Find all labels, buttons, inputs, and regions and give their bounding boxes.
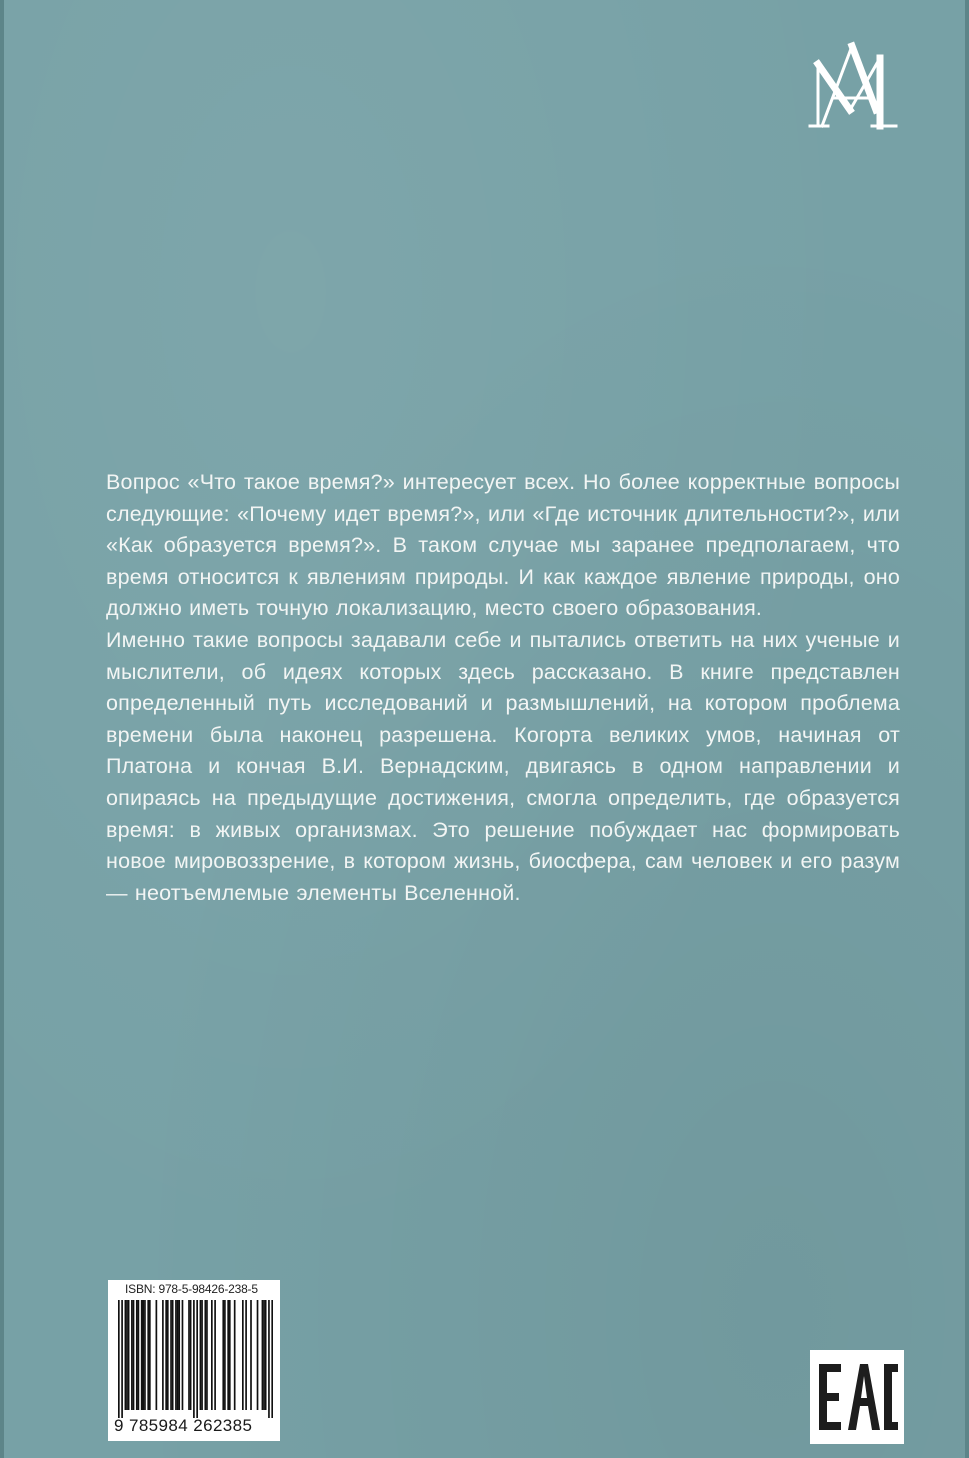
barcode-bar <box>125 1300 127 1410</box>
barcode-bar <box>178 1300 180 1410</box>
barcode-bar <box>142 1300 144 1410</box>
barcode-bar <box>271 1300 273 1418</box>
isbn-number: ISBN: 978-5-98426-238-5 <box>125 1282 258 1296</box>
barcode-bar <box>250 1300 252 1410</box>
barcode-bar <box>190 1300 192 1410</box>
barcode-bar <box>229 1300 231 1410</box>
barcode-bar <box>128 1300 130 1410</box>
cover-left-edge <box>0 0 4 1458</box>
barcode-bar <box>138 1300 140 1410</box>
barcode-bar <box>200 1300 202 1410</box>
barcode-bar <box>204 1300 206 1410</box>
barcode-bar <box>257 1300 259 1410</box>
annotation-paragraph: Вопрос «Что такое время?» интересует всех. Но более корректные вопросы следующие: «Почему идет время?», или «Где источник длительности?», или «Как образуется время?». В таком случае мы заранее предполагаем, что время относится к явлениям природы. И как каждое явление природы, оно должно иметь точную локализацию, место своего образования. <box>106 470 900 621</box>
barcode-bar <box>193 1300 195 1418</box>
barcode-bar <box>121 1300 123 1418</box>
barcode-bar <box>162 1300 164 1410</box>
barcode-bar <box>196 1300 198 1418</box>
barcode-bar <box>263 1300 265 1410</box>
barcode-bar <box>222 1300 224 1410</box>
barcode-bar <box>156 1300 158 1410</box>
barcode-bar <box>227 1300 229 1410</box>
book-annotation <box>106 467 900 909</box>
isbn-barcode <box>108 1280 280 1441</box>
barcode-bar <box>188 1300 190 1410</box>
barcode-bar <box>177 1300 179 1410</box>
barcode-bar <box>224 1300 226 1410</box>
barcode-bar <box>172 1300 174 1410</box>
barcode-bar <box>245 1300 247 1410</box>
barcode-bar <box>131 1300 133 1410</box>
barcode-bar <box>201 1300 203 1410</box>
publisher-monogram-am-icon <box>806 40 902 136</box>
barcode-bar <box>234 1300 236 1410</box>
barcode-bar <box>268 1300 270 1418</box>
barcode-bar <box>118 1300 120 1418</box>
barcode-bar <box>126 1300 128 1410</box>
barcode-bar <box>170 1300 172 1410</box>
barcode-bar <box>167 1300 169 1410</box>
barcode-bar <box>147 1300 149 1410</box>
barcode-bars <box>118 1300 273 1418</box>
barcode-bar <box>214 1300 216 1410</box>
barcode-bar <box>133 1300 135 1410</box>
barcode-bar <box>136 1300 138 1410</box>
barcode-bar <box>165 1300 167 1410</box>
barcode-bar <box>144 1300 146 1410</box>
barcode-bar <box>141 1300 143 1410</box>
barcode-bar <box>175 1300 177 1410</box>
barcode-bar <box>182 1300 184 1410</box>
ean-number: 9 785984 262385 <box>114 1416 253 1435</box>
barcode-bar <box>206 1300 208 1410</box>
barcode-bar <box>149 1300 151 1410</box>
eac-mark-icon <box>810 1350 904 1444</box>
barcode-bar <box>265 1300 267 1410</box>
annotation-paragraph: Именно такие вопросы задавали себе и пытались ответить на них ученые и мыслители, об идеях которых здесь рассказано. В книге представлен определенный путь исследований и размышлений, на котором проблема времени была наконец разрешена. Когорта великих умов, начиная от Платона и кончая В.И. Вернадским, двигаясь в одном направлении и опираясь на предыдущие достижения, смогла определить, где образуется время: в живых организмах. Это решение побуждает нас формировать новое мировоззрение, в котором жизнь, биосфера, сам человек и его разум — неотъемлемые элементы Вселенной. <box>106 627 900 905</box>
barcode-bar <box>211 1300 213 1410</box>
barcode-bar <box>242 1300 244 1410</box>
cover-right-edge <box>965 0 969 1458</box>
barcode-bar <box>262 1300 264 1410</box>
